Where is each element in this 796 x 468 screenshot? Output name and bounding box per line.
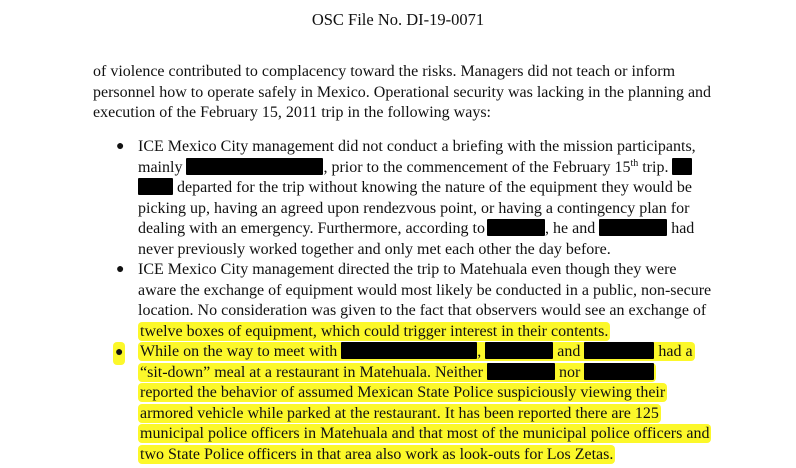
- redaction-block: [487, 363, 555, 380]
- superscript: th: [630, 157, 639, 169]
- bullet-line: picking up, having an agreed upon rendezvous point, or having a contingency plan for: [138, 199, 690, 217]
- bullet-line: [138, 342, 716, 363]
- bullet-line: aware the exchange of equipment would most likely be conducted in a public, non-secure: [138, 281, 712, 299]
- bullet-item-matehuala: [116, 260, 716, 342]
- text-run: dealing with an emergency. Furthermore, according to: [138, 220, 485, 237]
- highlighted-text: municipal police officers in Matehuala and that most of the municipal police officers and: [140, 425, 710, 442]
- highlighted-text: [138, 342, 695, 361]
- text-run: , he and: [545, 220, 596, 237]
- highlighted-text: reported the behavior of assumed Mexican State Police suspiciously viewing their: [140, 384, 666, 401]
- bullet-icon: ●: [116, 262, 125, 277]
- bullet-line: [138, 445, 716, 466]
- bullet-line: [138, 322, 716, 343]
- bullet-item-briefing: [116, 137, 716, 260]
- bullet-icon: ●: [116, 139, 125, 154]
- bullet-line: ICE Mexico City management directed the trip to Matehuala even though they were: [138, 261, 677, 278]
- redaction-block: [138, 178, 173, 195]
- text-run: mainly: [138, 158, 183, 176]
- redaction-block: [584, 342, 654, 359]
- bullet-item-restaurant: [116, 342, 716, 465]
- redaction-block: [487, 219, 545, 236]
- bullet-line: [138, 178, 716, 199]
- bullet-icon: ●: [113, 342, 125, 365]
- bullet-line: [138, 363, 716, 384]
- text-run: “sit-down” meal at a restaurant in Matehuala. Neither: [140, 363, 483, 381]
- text-run: While on the way to meet with: [140, 343, 338, 360]
- redaction-block: [186, 158, 323, 175]
- bullet-line: never previously worked together and only met each other the day before.: [138, 240, 611, 258]
- highlighted-text: twelve boxes of equipment, which could trigger interest in their contents.: [140, 322, 609, 340]
- redaction-block: [599, 219, 667, 236]
- redaction-block: [341, 342, 477, 359]
- paragraph-line: of violence contributed to complacency toward the risks. Managers did not teach or inform: [93, 63, 676, 80]
- bullet-line: [138, 424, 716, 445]
- highlighted-text: [138, 363, 656, 382]
- redaction-block: [672, 158, 692, 175]
- text-run: and: [557, 343, 581, 360]
- bullet-line: [138, 404, 716, 425]
- bullet-line: ICE Mexico City management did not conduct a briefing with the mission participants,: [138, 138, 696, 155]
- text-run: ,: [477, 343, 482, 360]
- highlighted-text: two State Police officers in that area also work as look-outs for Los Zetas.: [140, 445, 614, 463]
- highlighted-text: armored vehicle while parked at the restaurant. It has been reported there are 125: [140, 404, 659, 422]
- text-run: had a: [658, 343, 693, 360]
- intro-paragraph: [93, 62, 713, 124]
- paragraph-line: execution of the February 15, 2011 trip in the following ways:: [93, 104, 491, 121]
- document-header: OSC File No. DI-19-0071: [311, 10, 485, 29]
- text-run: trip.: [638, 158, 669, 176]
- text-run: departed for the trip without knowing the nature of the equipment they would be: [177, 179, 692, 196]
- paragraph-line: personnel how to operate safely in Mexico. Operational security was lacking in the planning and: [93, 83, 712, 101]
- bullet-list: [116, 137, 716, 465]
- redaction-block: [584, 363, 654, 380]
- bullet-line: [138, 383, 716, 404]
- bullet-line: [138, 219, 716, 240]
- redaction-block: [485, 342, 553, 359]
- bullet-line: location. No consideration was given to the fact that observers would see an exchange of: [138, 302, 707, 319]
- text-run: had: [671, 220, 695, 237]
- text-run: nor: [558, 363, 581, 381]
- text-run: , prior to the commencement of the February 15: [323, 158, 631, 176]
- bullet-line: [138, 158, 716, 179]
